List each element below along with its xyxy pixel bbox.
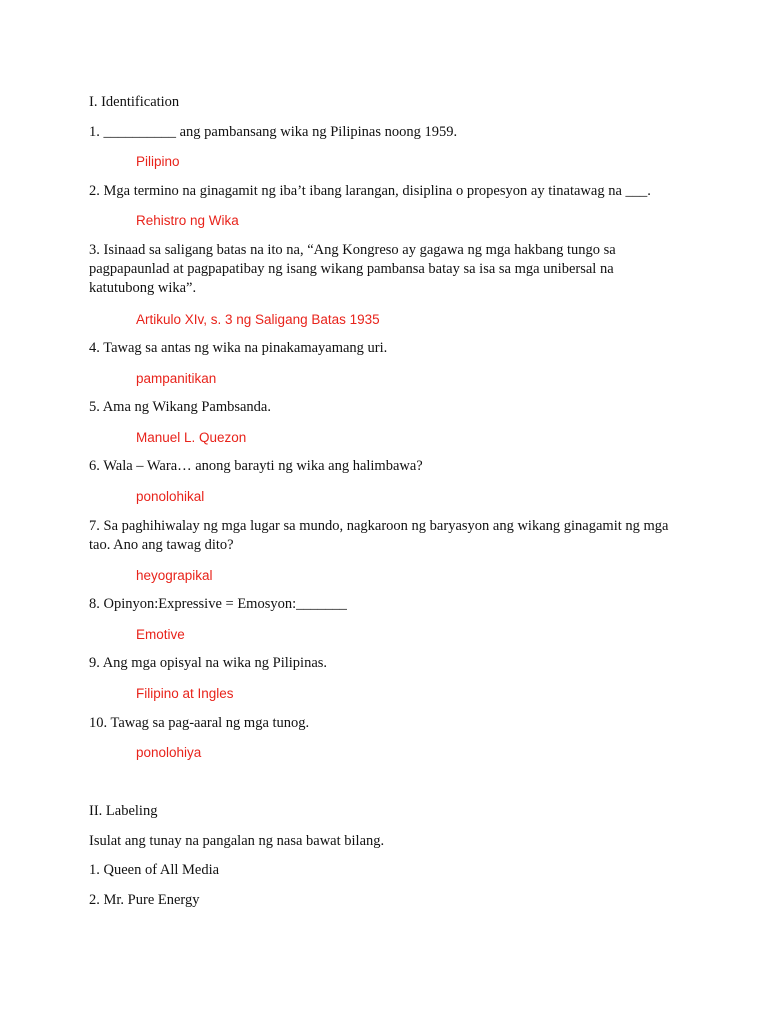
answer-4: pampanitikan: [136, 371, 217, 386]
question-2: 2. Mga termino na ginagamit ng iba’t ibang larangan, disiplina o propesyon ay tinatawag na ___.: [89, 183, 651, 199]
question-4: 4. Tawag sa antas ng wika na pinakamayamang uri.: [89, 340, 388, 356]
answer-3: Artikulo XIv, s. 3 ng Saligang Batas 1935: [136, 312, 380, 327]
question-5: 5. Ama ng Wikang Pambsanda.: [89, 399, 271, 415]
question-1: 1. __________ ang pambansang wika ng Pilipinas noong 1959.: [89, 124, 458, 140]
answer-1: Pilipino: [136, 154, 180, 169]
answer-10: ponolohiya: [136, 745, 202, 760]
question-8: 8. Opinyon:Expressive = Emosyon:_______: [89, 596, 347, 612]
question-6: 6. Wala – Wara… anong barayti ng wika ang halimbawa?: [89, 458, 423, 474]
section-2-instruction: Isulat ang tunay na pangalan ng nasa bawat bilang.: [89, 833, 385, 849]
labeling-item-1: 1. Queen of All Media: [89, 862, 220, 878]
section-1-heading: I. Identification: [89, 94, 180, 110]
answer-8: Emotive: [136, 627, 185, 642]
answer-9: Filipino at Ingles: [136, 686, 234, 701]
answer-6: ponolohikal: [136, 489, 205, 504]
question-3: 3. Isinaad sa saligang batas na ito na, “Ang Kongreso ay gagawa ng mga hakbang tungo sa pagpapaunlad at pagpapatibay ng isang wikang pambansa batay sa isa sa mga unibersal na katutubong wika”.: [89, 242, 616, 296]
answer-5: Manuel L. Quezon: [136, 430, 247, 445]
answer-2: Rehistro ng Wika: [136, 213, 239, 228]
question-10: 10. Tawag sa pag-aaral ng mga tunog.: [89, 715, 310, 731]
question-9: 9. Ang mga opisyal na wika ng Pilipinas.: [89, 655, 328, 671]
labeling-item-2: 2. Mr. Pure Energy: [89, 892, 200, 908]
question-7: 7. Sa paghihiwalay ng mga lugar sa mundo, nagkaroon ng baryasyon ang wikang ginagamit ng mga tao. Ano ang tawag dito?: [89, 518, 669, 553]
section-2-heading: II. Labeling: [89, 803, 158, 819]
answer-7: heyograpikal: [136, 568, 213, 583]
